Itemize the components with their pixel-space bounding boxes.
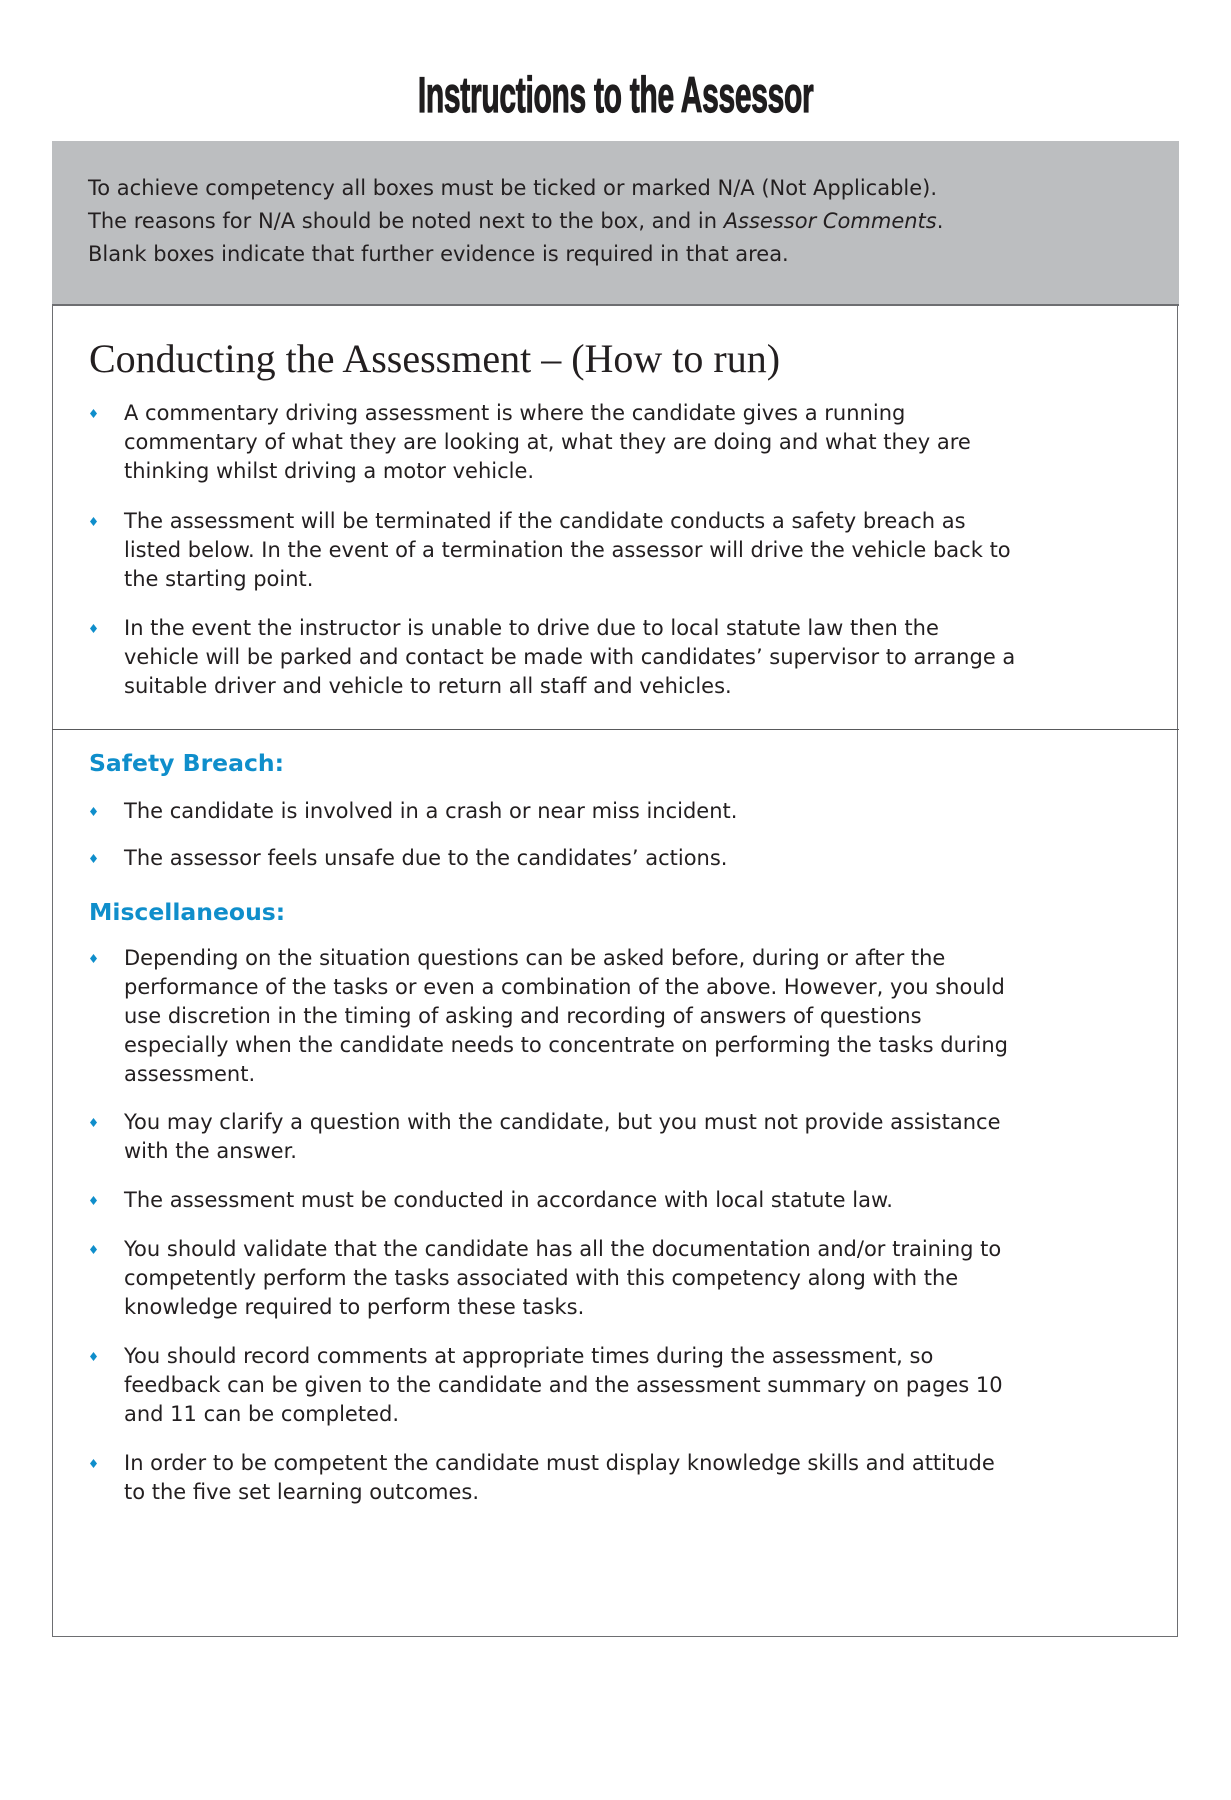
diamond-bullet-icon	[90, 954, 97, 963]
bullet-line: The assessor feels unsafe due to the candidates’ actions.	[124, 846, 728, 870]
conducting-bullet-3	[124, 614, 1015, 701]
diamond-bullet-icon	[90, 624, 97, 633]
bullet-line: suitable driver and vehicle to return all staff and vehicles.	[124, 674, 732, 698]
bullet-line: especially when the candidate needs to concentrate on performing the tasks during	[124, 1033, 1009, 1057]
page-title: Instructions to the Assessor	[417, 67, 814, 123]
bullet-line: In order to be competent the candidate must display knowledge skills and attitude	[124, 1451, 995, 1475]
bullet-line: with the answer.	[124, 1139, 297, 1163]
diamond-bullet-icon	[90, 1459, 97, 1468]
bullet-line: You should validate that the candidate has all the documentation and/or training to	[124, 1237, 1002, 1261]
misc-bullet-3	[124, 1186, 893, 1215]
diamond-bullet-icon	[90, 409, 97, 418]
page-title-container	[0, 65, 1231, 125]
diamond-bullet-icon	[90, 807, 97, 816]
diamond-bullet-icon	[90, 517, 97, 526]
bullet-line: knowledge required to perform these tasks.	[124, 1295, 585, 1319]
bullet-line: You should record comments at appropriate times during the assessment, so	[124, 1344, 934, 1368]
assessor-comments-emphasis: Assessor Comments	[723, 209, 937, 233]
intro-line	[88, 205, 943, 238]
conducting-bullet-1	[124, 399, 971, 486]
conducting-heading: Conducting the Assessment – (How to run)	[89, 336, 781, 381]
diamond-bullet-icon	[90, 1245, 97, 1254]
diamond-bullet-icon	[90, 854, 97, 863]
bullet-line: thinking whilst driving a motor vehicle.	[124, 459, 535, 483]
bullet-line: commentary of what they are looking at, what they are doing and what they are	[124, 430, 971, 454]
intro-line-text: Blank boxes indicate that further evidence is required in that area.	[88, 242, 789, 266]
bullet-line: The assessment must be conducted in accordance with local statute law.	[124, 1188, 893, 1212]
intro-line-text: To achieve competency all boxes must be ticked or marked N/A (Not Applicable).	[88, 176, 938, 200]
bullet-line: The assessment will be terminated if the candidate conducts a safety breach as	[124, 509, 966, 533]
intro-text	[88, 172, 943, 271]
misc-bullet-1	[124, 944, 1008, 1089]
bullet-line: competently perform the tasks associated with this competency along with the	[124, 1266, 959, 1290]
bullet-line: feedback can be given to the candidate and the assessment summary on pages 10	[124, 1373, 1003, 1397]
bullet-line: vehicle will be parked and contact be made with candidates’ supervisor to arrange a	[124, 645, 1016, 669]
bullet-line: performance of the tasks or even a combination of the above. However, you should	[124, 975, 1005, 999]
intro-line-text: The reasons for N/A should be noted next to the box, and in	[88, 209, 724, 233]
bullet-line: and 11 can be completed.	[124, 1402, 399, 1426]
bullet-line: Depending on the situation questions can be asked before, during or after the	[124, 946, 946, 970]
misc-bullet-6	[124, 1449, 995, 1507]
misc-bullet-5	[124, 1342, 1003, 1429]
bullet-line: the starting point.	[124, 567, 314, 591]
intro-line	[88, 172, 943, 205]
section-divider	[52, 729, 1179, 730]
safety-breach-heading: Safety Breach:	[89, 749, 285, 777]
safety-bullet-1	[124, 797, 737, 826]
conducting-bullet-2	[124, 507, 1011, 594]
bullet-line: to the five set learning outcomes.	[124, 1480, 480, 1504]
bullet-line: You may clarify a question with the candidate, but you must not provide assistance	[124, 1110, 1001, 1134]
bullet-line: The candidate is involved in a crash or near miss incident.	[124, 799, 738, 823]
misc-bullet-2	[124, 1108, 1000, 1166]
diamond-bullet-icon	[90, 1196, 97, 1205]
safety-bullet-2	[124, 844, 727, 873]
bullet-line: A commentary driving assessment is where the candidate gives a running	[124, 401, 906, 425]
intro-line-suffix: .	[936, 209, 944, 233]
misc-bullet-4	[124, 1235, 1001, 1322]
bullet-line: assessment.	[124, 1062, 256, 1086]
bullet-line: use discretion in the timing of asking and recording of answers of questions	[124, 1004, 922, 1028]
bullet-line: listed below. In the event of a termination the assessor will drive the vehicle back to	[124, 538, 1011, 562]
intro-line	[88, 238, 943, 271]
diamond-bullet-icon	[90, 1118, 97, 1127]
diamond-bullet-icon	[90, 1352, 97, 1361]
bullet-line: In the event the instructor is unable to drive due to local statute law then the	[124, 616, 939, 640]
miscellaneous-heading: Miscellaneous:	[89, 898, 286, 926]
